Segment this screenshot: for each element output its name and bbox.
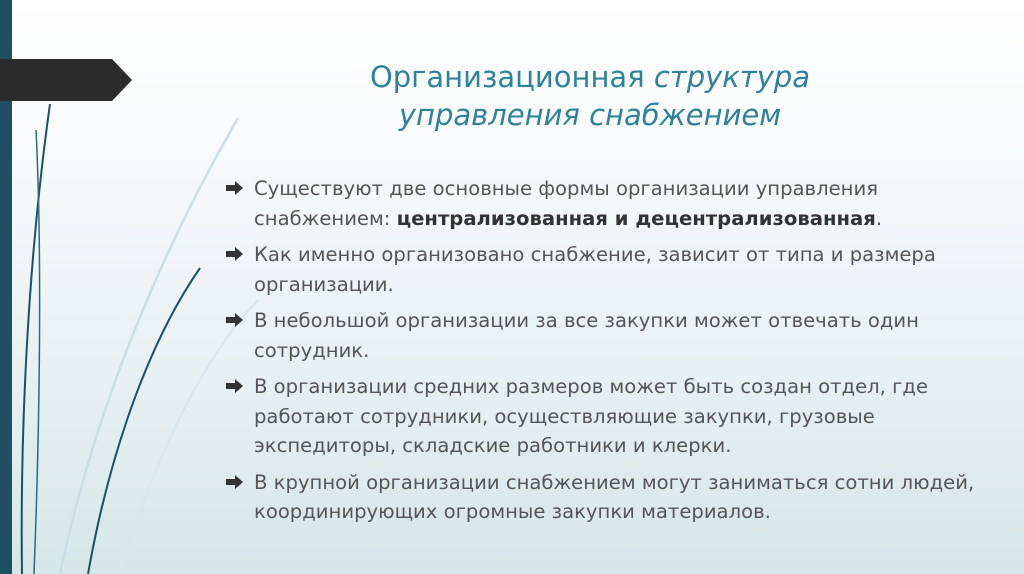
arrow-bullet-icon: [226, 379, 244, 393]
bullet-item: [226, 240, 986, 299]
bullet-text: В крупной организации снабжением могут заниматься сотни людей, координирующих огромные закупки материалов.: [254, 470, 975, 523]
arrow-bullet-icon: [226, 475, 244, 489]
arrow-bullet-icon: [226, 181, 244, 195]
slide-title: [290, 58, 890, 134]
title-italic-part1: структура: [653, 60, 811, 94]
bullet-item: [226, 306, 986, 365]
bullet-list: [226, 174, 986, 534]
arrow-bullet-icon: [226, 313, 244, 327]
bullet-text: В небольшой организации за все закупки может отвечать один сотрудник.: [254, 309, 919, 362]
title-italic-part2: управления снабжением: [398, 98, 782, 132]
bullet-text: В организации средних размеров может быть создан отдел, где работают сотрудники, осуществляющие закупки, грузовые экспедиторы, складские работники и клерки.: [254, 375, 928, 457]
title-regular: Организационная: [369, 60, 645, 94]
bullet-bold-text: централизованная и децентрализованная: [396, 206, 876, 230]
bullet-text: Как именно организовано снабжение, зависит от типа и размера организации.: [254, 243, 936, 296]
bullet-item: [226, 372, 986, 461]
bullet-item: [226, 468, 986, 527]
bullet-text-end: .: [875, 206, 883, 230]
bullet-text: Существуют две основные формы организации управления снабжением:: [254, 177, 878, 230]
arrow-bullet-icon: [226, 247, 244, 261]
bullet-item: [226, 174, 986, 233]
arrow-tab-icon: [0, 59, 132, 101]
